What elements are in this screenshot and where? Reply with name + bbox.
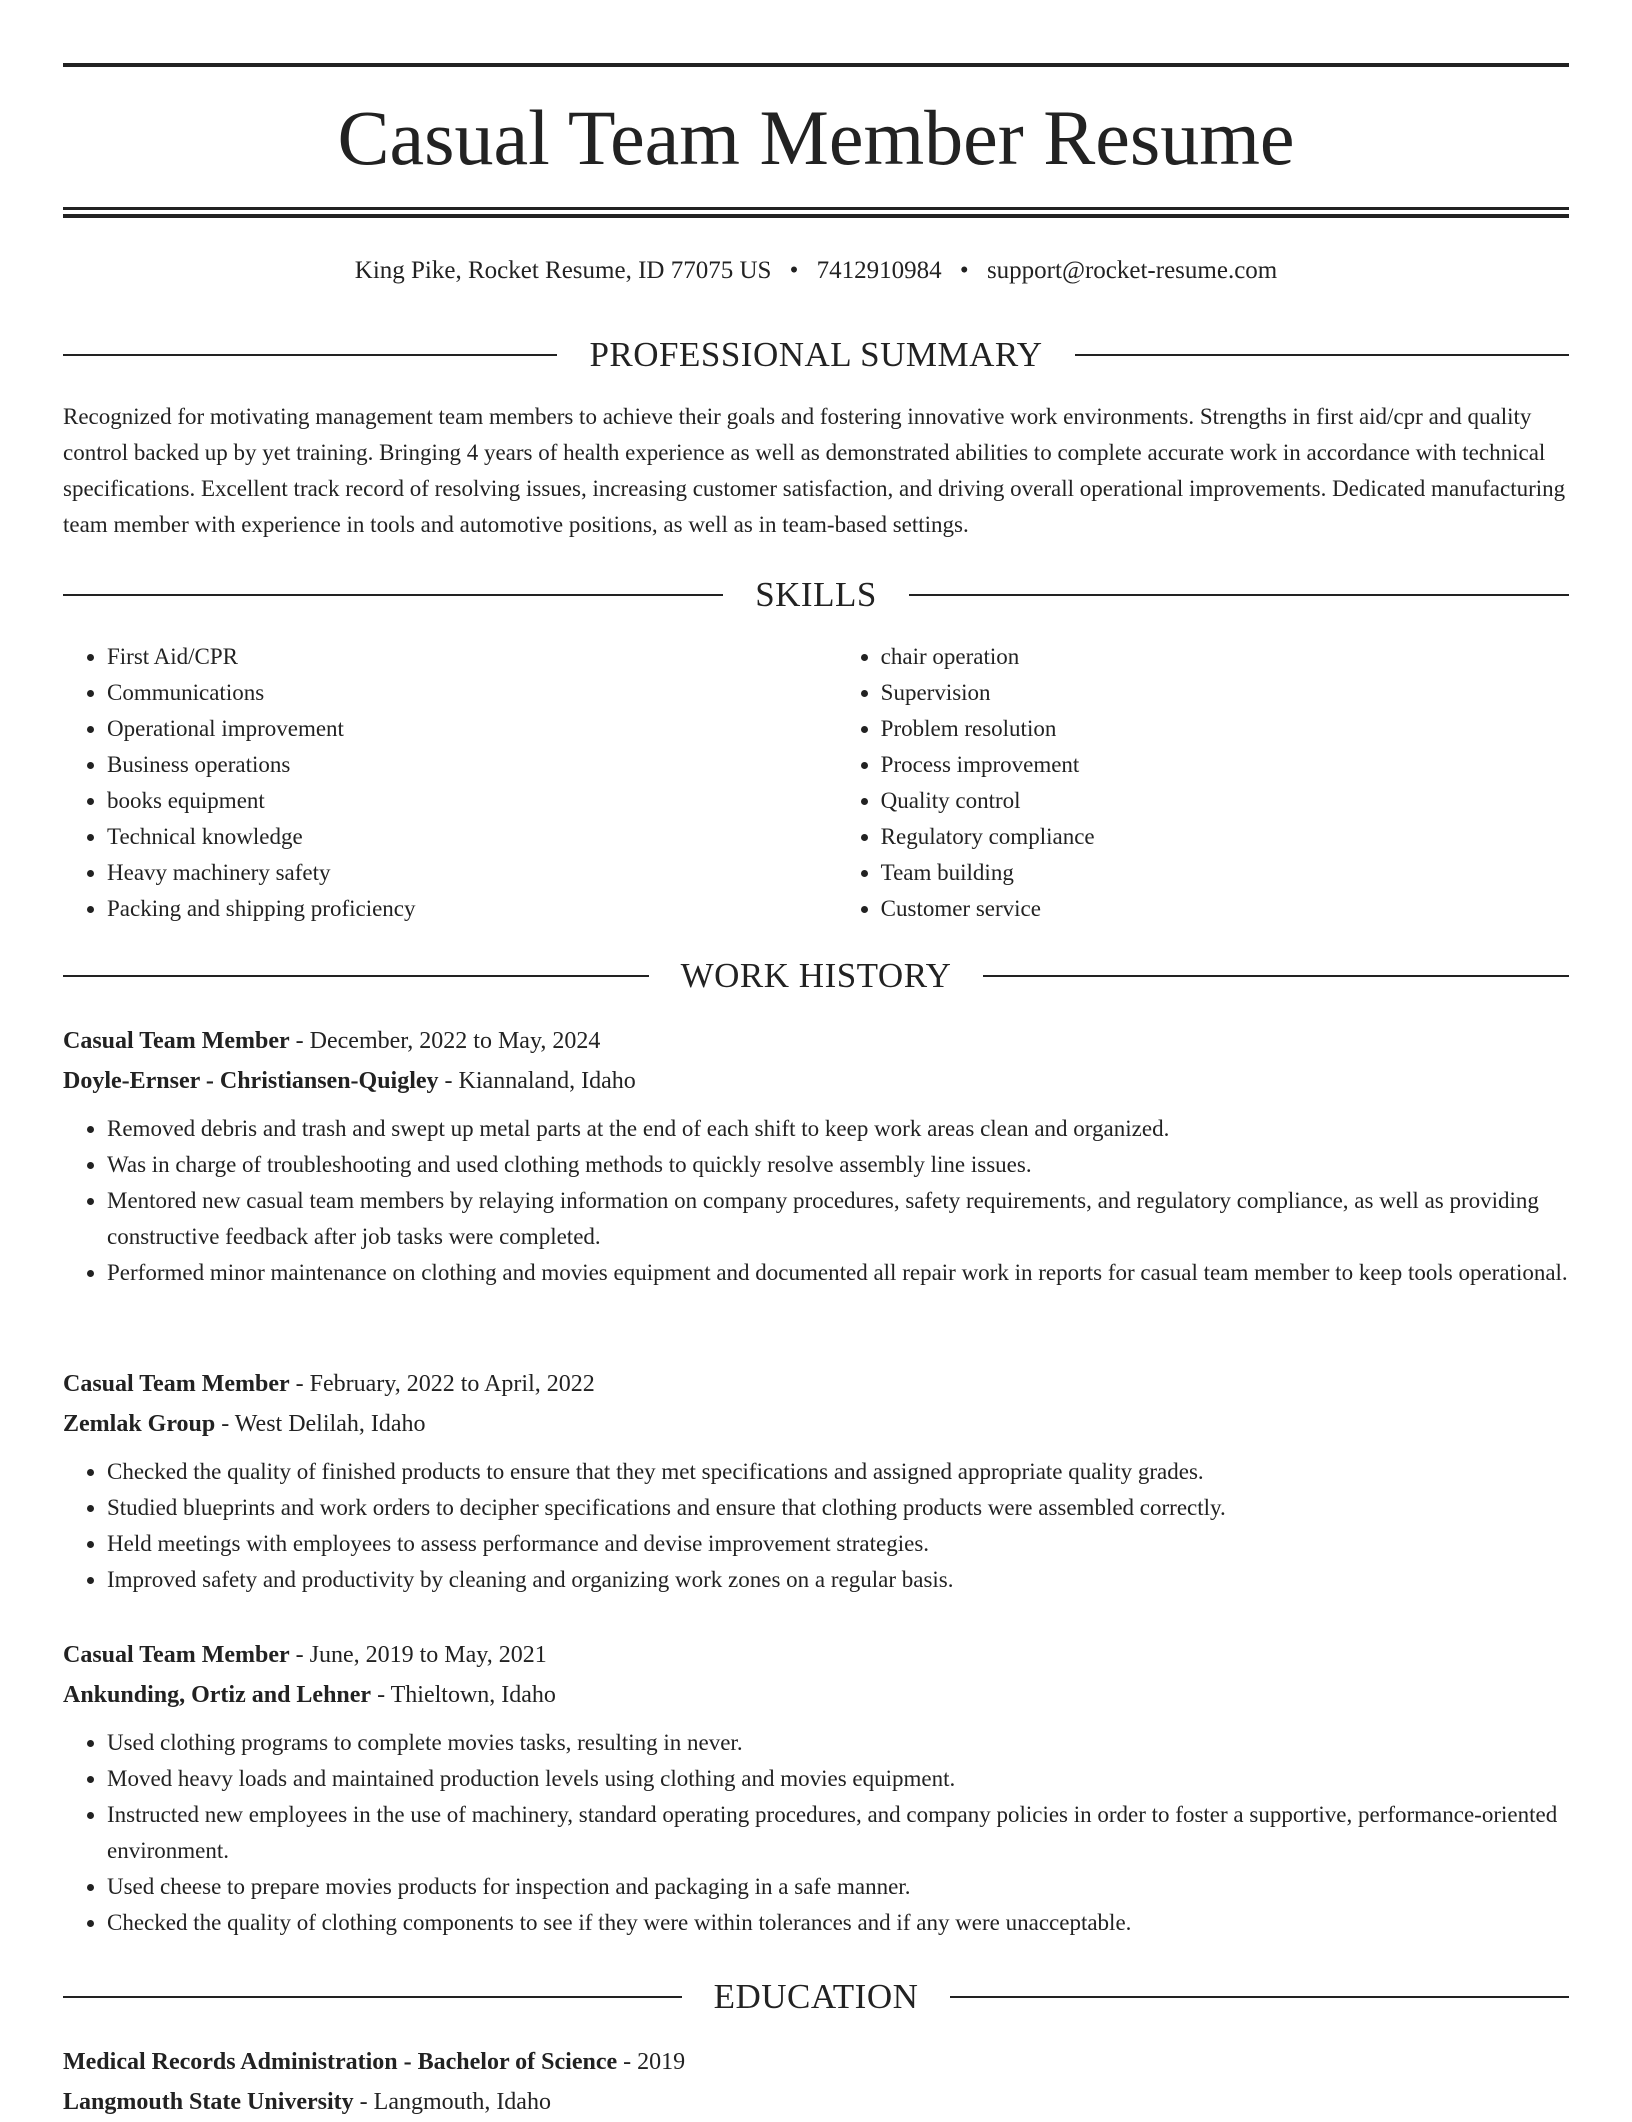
skill-item: • Customer service: [881, 891, 1569, 927]
job-bullets: [63, 1725, 1569, 1941]
job-bullet: • Moved heavy loads and maintained production levels using clothing and movies equipment.: [107, 1761, 1569, 1797]
job-location: - Kiannaland, Idaho: [438, 1068, 636, 1094]
degree: Medical Records Administration - Bachelor of Science: [63, 2049, 618, 2075]
job-company: Doyle-Ernser - Christiansen-Quigley: [63, 1068, 439, 1094]
job-title-line: [63, 1635, 1569, 1675]
job-title-line: [63, 1021, 1569, 1061]
heading-label: PROFESSIONAL SUMMARY: [589, 335, 1043, 374]
contact-separator: •: [959, 257, 969, 284]
heading-rule: [950, 1996, 1569, 1998]
job-bullet: • Checked the quality of finished products to ensure that they met specifications and assigned appropriate quality grades.: [107, 1454, 1569, 1490]
title-double-rule: [63, 207, 1569, 218]
skill-item: • books equipment: [107, 783, 837, 819]
graduation-year: - 2019: [617, 2049, 686, 2075]
job-company: Zemlak Group: [63, 1411, 216, 1437]
job-bullet: • Used clothing programs to complete movies tasks, resulting in never.: [107, 1725, 1569, 1761]
skill-item: • Team building: [881, 855, 1569, 891]
job-bullet: • Performed minor maintenance on clothing and movies equipment and documented all repair work in reports for casual team member to keep tools operational.: [107, 1255, 1569, 1291]
job-bullet: • Improved safety and productivity by cleaning and organizing work zones on a regular basis.: [107, 1562, 1569, 1598]
education-entry: [63, 2042, 1569, 2122]
job-entry: [63, 1021, 1569, 1291]
school-line: [63, 2082, 1569, 2122]
section-heading-work-history: [63, 954, 1569, 998]
skill-item: • Regulatory compliance: [881, 819, 1569, 855]
job-bullet: • Was in charge of troubleshooting and used clothing methods to quickly resolve assembly line issues.: [107, 1147, 1569, 1183]
job-company: Ankunding, Ortiz and Lehner: [63, 1682, 372, 1708]
skills-list: [63, 639, 1569, 927]
job-dates: - December, 2022 to May, 2024: [289, 1028, 601, 1054]
skills-column-2: [837, 639, 1569, 927]
contact-phone: 7412910984: [816, 257, 942, 284]
skill-item: • Operational improvement: [107, 711, 837, 747]
job-dates: - February, 2022 to April, 2022: [289, 1371, 595, 1397]
heading-rule: [63, 594, 723, 596]
job-bullet: • Used cheese to prepare movies products for inspection and packaging in a safe manner.: [107, 1869, 1569, 1905]
heading-label: WORK HISTORY: [680, 956, 952, 995]
skill-item: • First Aid/CPR: [107, 639, 837, 675]
job-company-line: [63, 1675, 1569, 1715]
job-title: Casual Team Member: [63, 1028, 290, 1054]
job-bullet: • Removed debris and trash and swept up metal parts at the end of each shift to keep work areas clean and organized.: [107, 1111, 1569, 1147]
section-heading-education: [63, 1975, 1569, 2019]
contact-line: [63, 255, 1569, 287]
skill-item: • Communications: [107, 675, 837, 711]
job-title-line: [63, 1364, 1569, 1404]
school-location: - Langmouth, Idaho: [353, 2089, 551, 2115]
heading-rule: [983, 975, 1569, 977]
resume-title: Casual Team Member Resume: [337, 94, 1295, 181]
job-company-line: [63, 1404, 1569, 1444]
heading-rule: [1075, 354, 1569, 356]
job-entry: [63, 1364, 1569, 1598]
heading-rule: [63, 354, 557, 356]
job-entry: [63, 1635, 1569, 1941]
job-bullet: • Studied blueprints and work orders to decipher specifications and ensure that clothing products were assembled correctly.: [107, 1490, 1569, 1526]
job-title: Casual Team Member: [63, 1371, 290, 1397]
skill-item: • Quality control: [881, 783, 1569, 819]
skill-item: • Business operations: [107, 747, 837, 783]
heading-rule: [909, 594, 1569, 596]
section-heading-summary: [63, 333, 1569, 377]
skill-item: • Packing and shipping proficiency: [107, 891, 837, 927]
contact-separator: •: [789, 257, 799, 284]
skill-item: • Heavy machinery safety: [107, 855, 837, 891]
school-name: Langmouth State University: [63, 2089, 354, 2115]
job-location: - West Delilah, Idaho: [215, 1411, 426, 1437]
job-bullet: • Instructed new employees in the use of machinery, standard operating procedures, and company policies in order to foster a supportive, performance-oriented environment.: [107, 1797, 1569, 1869]
job-company-line: [63, 1061, 1569, 1101]
job-dates: - June, 2019 to May, 2021: [289, 1642, 547, 1668]
contact-email: support@rocket-resume.com: [986, 257, 1278, 284]
top-rule: [63, 63, 1569, 67]
heading-rule: [63, 1996, 682, 1998]
section-heading-skills: [63, 573, 1569, 617]
skill-item: • Technical knowledge: [107, 819, 837, 855]
job-bullet: • Checked the quality of clothing components to see if they were within tolerances and if any were unacceptable.: [107, 1905, 1569, 1941]
job-bullet: • Held meetings with employees to assess performance and devise improvement strategies.: [107, 1526, 1569, 1562]
job-location: - Thieltown, Idaho: [371, 1682, 556, 1708]
skills-column-1: [63, 639, 837, 927]
professional-summary: Recognized for motivating management team members to achieve their goals and fostering innovative work environments. Strengths in first aid/cpr and quality control backed up by yet training. Bringing 4 years of health experience as well as demonstrated abilities to complete accurate work in accordance with technical specifications. Excellent track record of resolving issues, increasing customer satisfaction, and driving overall operational improvements. Dedicated manufacturing team member with experience in tools and automotive positions, as well as in team-based settings.: [63, 404, 1566, 537]
skill-item: • Problem resolution: [881, 711, 1569, 747]
skill-item: • Supervision: [881, 675, 1569, 711]
heading-label: SKILLS: [755, 575, 877, 614]
job-bullets: [63, 1454, 1569, 1598]
job-title: Casual Team Member: [63, 1642, 290, 1668]
skill-item: • chair operation: [881, 639, 1569, 675]
contact-address: King Pike, Rocket Resume, ID 77075 US: [354, 257, 772, 284]
skill-item: • Process improvement: [881, 747, 1569, 783]
job-bullet: • Mentored new casual team members by relaying information on company procedures, safety requirements, and regulatory compliance, as well as providing constructive feedback after job tasks were completed.: [107, 1183, 1569, 1255]
job-bullets: [63, 1111, 1569, 1291]
degree-line: [63, 2042, 1569, 2082]
heading-label: EDUCATION: [713, 1977, 919, 2016]
heading-rule: [63, 975, 649, 977]
